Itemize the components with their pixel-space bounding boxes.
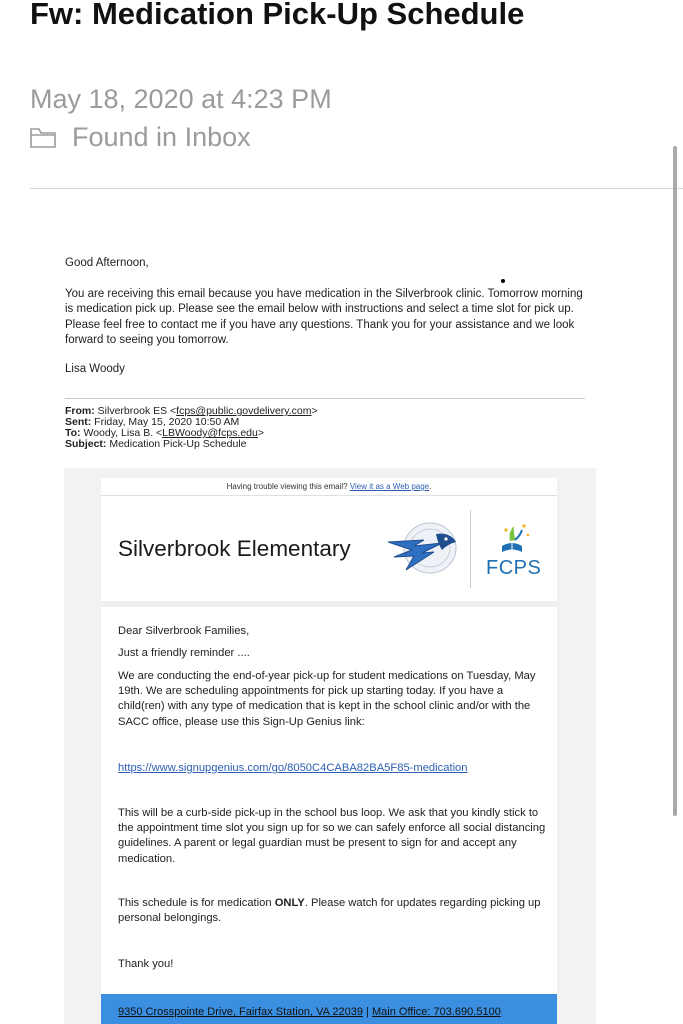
office-phone[interactable]: Main Office: 703.690.5100 bbox=[371, 1006, 501, 1018]
forward-divider bbox=[65, 398, 585, 399]
address-link[interactable]: 9350 Crosspointe Drive, Fairfax Station, VA 22039 bbox=[118, 1006, 363, 1018]
subject-line: Subject: Medication Pick-Up Schedule bbox=[65, 438, 247, 450]
fcps-wordmark: FCPS bbox=[486, 557, 542, 579]
sent-line: Sent: Friday, May 15, 2020 10:50 AM bbox=[65, 416, 240, 428]
fcps-logo-icon bbox=[486, 522, 538, 561]
signoff: Lisa Woody bbox=[65, 363, 125, 375]
web-page-link[interactable]: View it as a Web page bbox=[349, 482, 430, 491]
email-date: May 18, 2020 at 4:23 PM bbox=[30, 84, 332, 114]
email-subject: Fw: Medication Pick-Up Schedule bbox=[30, 0, 525, 31]
folder-icon bbox=[30, 128, 56, 148]
message-paragraph: You are receiving this email because you have medication in the Silverbrook clinic. Tomorrow morning is medication pick up. Please see the email below with instructions and select a time slot for pick up. Please feel free to contact me if you have any questions. Thank you for your assistance and we look forward to seeing you tomorrow. bbox=[65, 288, 583, 346]
footer-contact: 9350 Crosspointe Drive, Fairfax Station, VA 22039 | Main Office: 703.690.5100 bbox=[118, 1006, 501, 1018]
falcon-logo-icon bbox=[384, 520, 462, 581]
from-email-link[interactable]: fcps@public.govdelivery.com bbox=[176, 405, 312, 417]
schedule-note: This schedule is for medication ONLY. Please watch for updates regarding picking up personal belongings. bbox=[118, 897, 541, 925]
scrollbar[interactable] bbox=[673, 146, 677, 816]
to-email-link[interactable]: LBWoody@fcps.edu bbox=[162, 427, 258, 439]
greeting: Good Afternoon, bbox=[65, 257, 149, 269]
salutation: Dear Silverbrook Families, bbox=[118, 625, 250, 637]
cursor-dot bbox=[501, 279, 505, 283]
signup-link[interactable]: https://www.signupgenius.com/go/8050C4CABA82BA5F85-medication bbox=[118, 762, 468, 774]
folder-location[interactable] bbox=[30, 122, 251, 153]
to-line: To: Woody, Lisa B. <LBWoody@fcps.edu> bbox=[65, 427, 264, 439]
folder-label: Found in Inbox bbox=[72, 122, 251, 152]
from-line: From: Silverbrook ES <fcps@public.govdelivery.com> bbox=[65, 405, 318, 417]
thank-you: Thank you! bbox=[118, 958, 174, 970]
header-divider bbox=[30, 188, 683, 189]
curbside-paragraph: This will be a curb-side pick-up in the school bus loop. We ask that you kindly stick to the appointment time slot you sign up for so we can safely enforce all social distancing guidelines. A parent or legal guardian must be present to sign for and accept any medication. bbox=[118, 807, 546, 865]
pickup-paragraph: We are conducting the end-of-year pick-up for student medications on Tuesday, May 19th. We are scheduling appointments for pick up starting today. If you have a child(ren) with any type of medication that is kept in the school clinic and/or with the SACC office, please use this Sign-Up Genius link: bbox=[118, 670, 536, 728]
reminder-text: Just a friendly reminder .... bbox=[118, 647, 250, 659]
forwarded-headers bbox=[65, 406, 318, 450]
newsletter-top-divider bbox=[101, 495, 557, 496]
school-name: Silverbrook Elementary bbox=[118, 536, 351, 561]
logo-separator bbox=[470, 510, 471, 588]
trouble-viewing: Having trouble viewing this email? View it as a Web page. bbox=[226, 482, 432, 491]
newsletter-header-divider bbox=[101, 601, 557, 607]
